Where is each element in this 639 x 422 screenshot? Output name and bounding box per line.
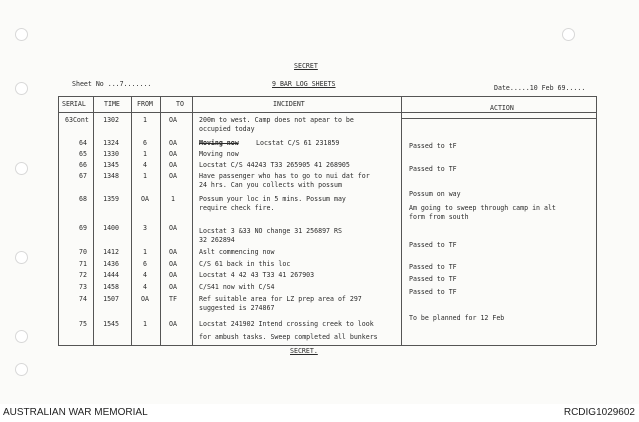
table-row: 74 1507 OA TF Ref suitable area for LZ prep area of 297 suggested is 274867 <box>79 295 362 312</box>
table-row: 69 1400 3 OA Locstat 3 &33 NO change 31 256897 RS 32 262894 Passed to TF <box>79 224 457 249</box>
table-row: 64 1324 6 OA Moving now Locstat C/S 61 231859 Passed to tF <box>79 139 457 150</box>
table-row: 71 1436 6 OA C/S 61 back in this loc Passed to TF <box>79 260 457 271</box>
log-date: Date.....10 Feb 69..... <box>494 84 586 92</box>
institution-name: AUSTRALIAN WAR MEMORIAL <box>3 407 148 418</box>
table-row: 66 1345 4 OA Locstat C/S 44243 T33 265905 41 268905 Passed to TF <box>79 161 457 173</box>
punch-hole <box>15 330 28 343</box>
table-row: 65 1330 1 OA Moving now <box>79 150 239 158</box>
col-header-incident: INCIDENT <box>273 100 305 108</box>
col-header-action: ACTION <box>490 104 514 112</box>
table-row: 70 1412 1 OA Aslt commencing now <box>79 248 275 256</box>
col-header-serial: SERIAL <box>62 100 86 108</box>
table-row: 73 1458 4 OA C/S41 now with C/S4 Passed to TF <box>79 283 457 296</box>
table-row: 68 1359 OA 1 Possum your loc in 5 mins. Possum may require check fire. Am going to sweep through camp in alt form from south <box>79 195 556 221</box>
classification-bottom: SECRET. <box>290 347 318 355</box>
archive-reference: RCDIG1029602 <box>563 407 635 418</box>
punch-hole <box>15 28 28 41</box>
table-row: 75 1545 1 OA Locstat 241902 Intend crossing creek to look for ambush tasks. Sweep completed all bunkers To be planned for 12 Feb <box>79 314 505 341</box>
punch-hole <box>15 363 28 376</box>
sheet-number: Sheet No ...7....... <box>72 80 152 88</box>
punch-hole <box>562 28 575 41</box>
col-header-from: FROM <box>137 100 153 108</box>
struck-text: Moving now <box>199 139 239 147</box>
table-row: 72 1444 4 OA Locstat 4 42 43 T33 41 267903 Passed to TF <box>79 271 457 283</box>
classification-top: SECRET <box>294 62 318 70</box>
table-row: 63Cont 1302 1 OA 200m to west. Camp does not apear to be occupied today <box>65 116 354 133</box>
col-header-to: TO <box>176 100 184 108</box>
table-row: 67 1348 1 OA Have passenger who has to go to nui dat for 24 hrs. Can you collects with possum Possum on way <box>79 172 461 198</box>
col-header-time: TIME <box>104 100 120 108</box>
punch-hole <box>15 82 28 95</box>
log-title: 9 BAR LOG SHEETS <box>272 80 336 88</box>
